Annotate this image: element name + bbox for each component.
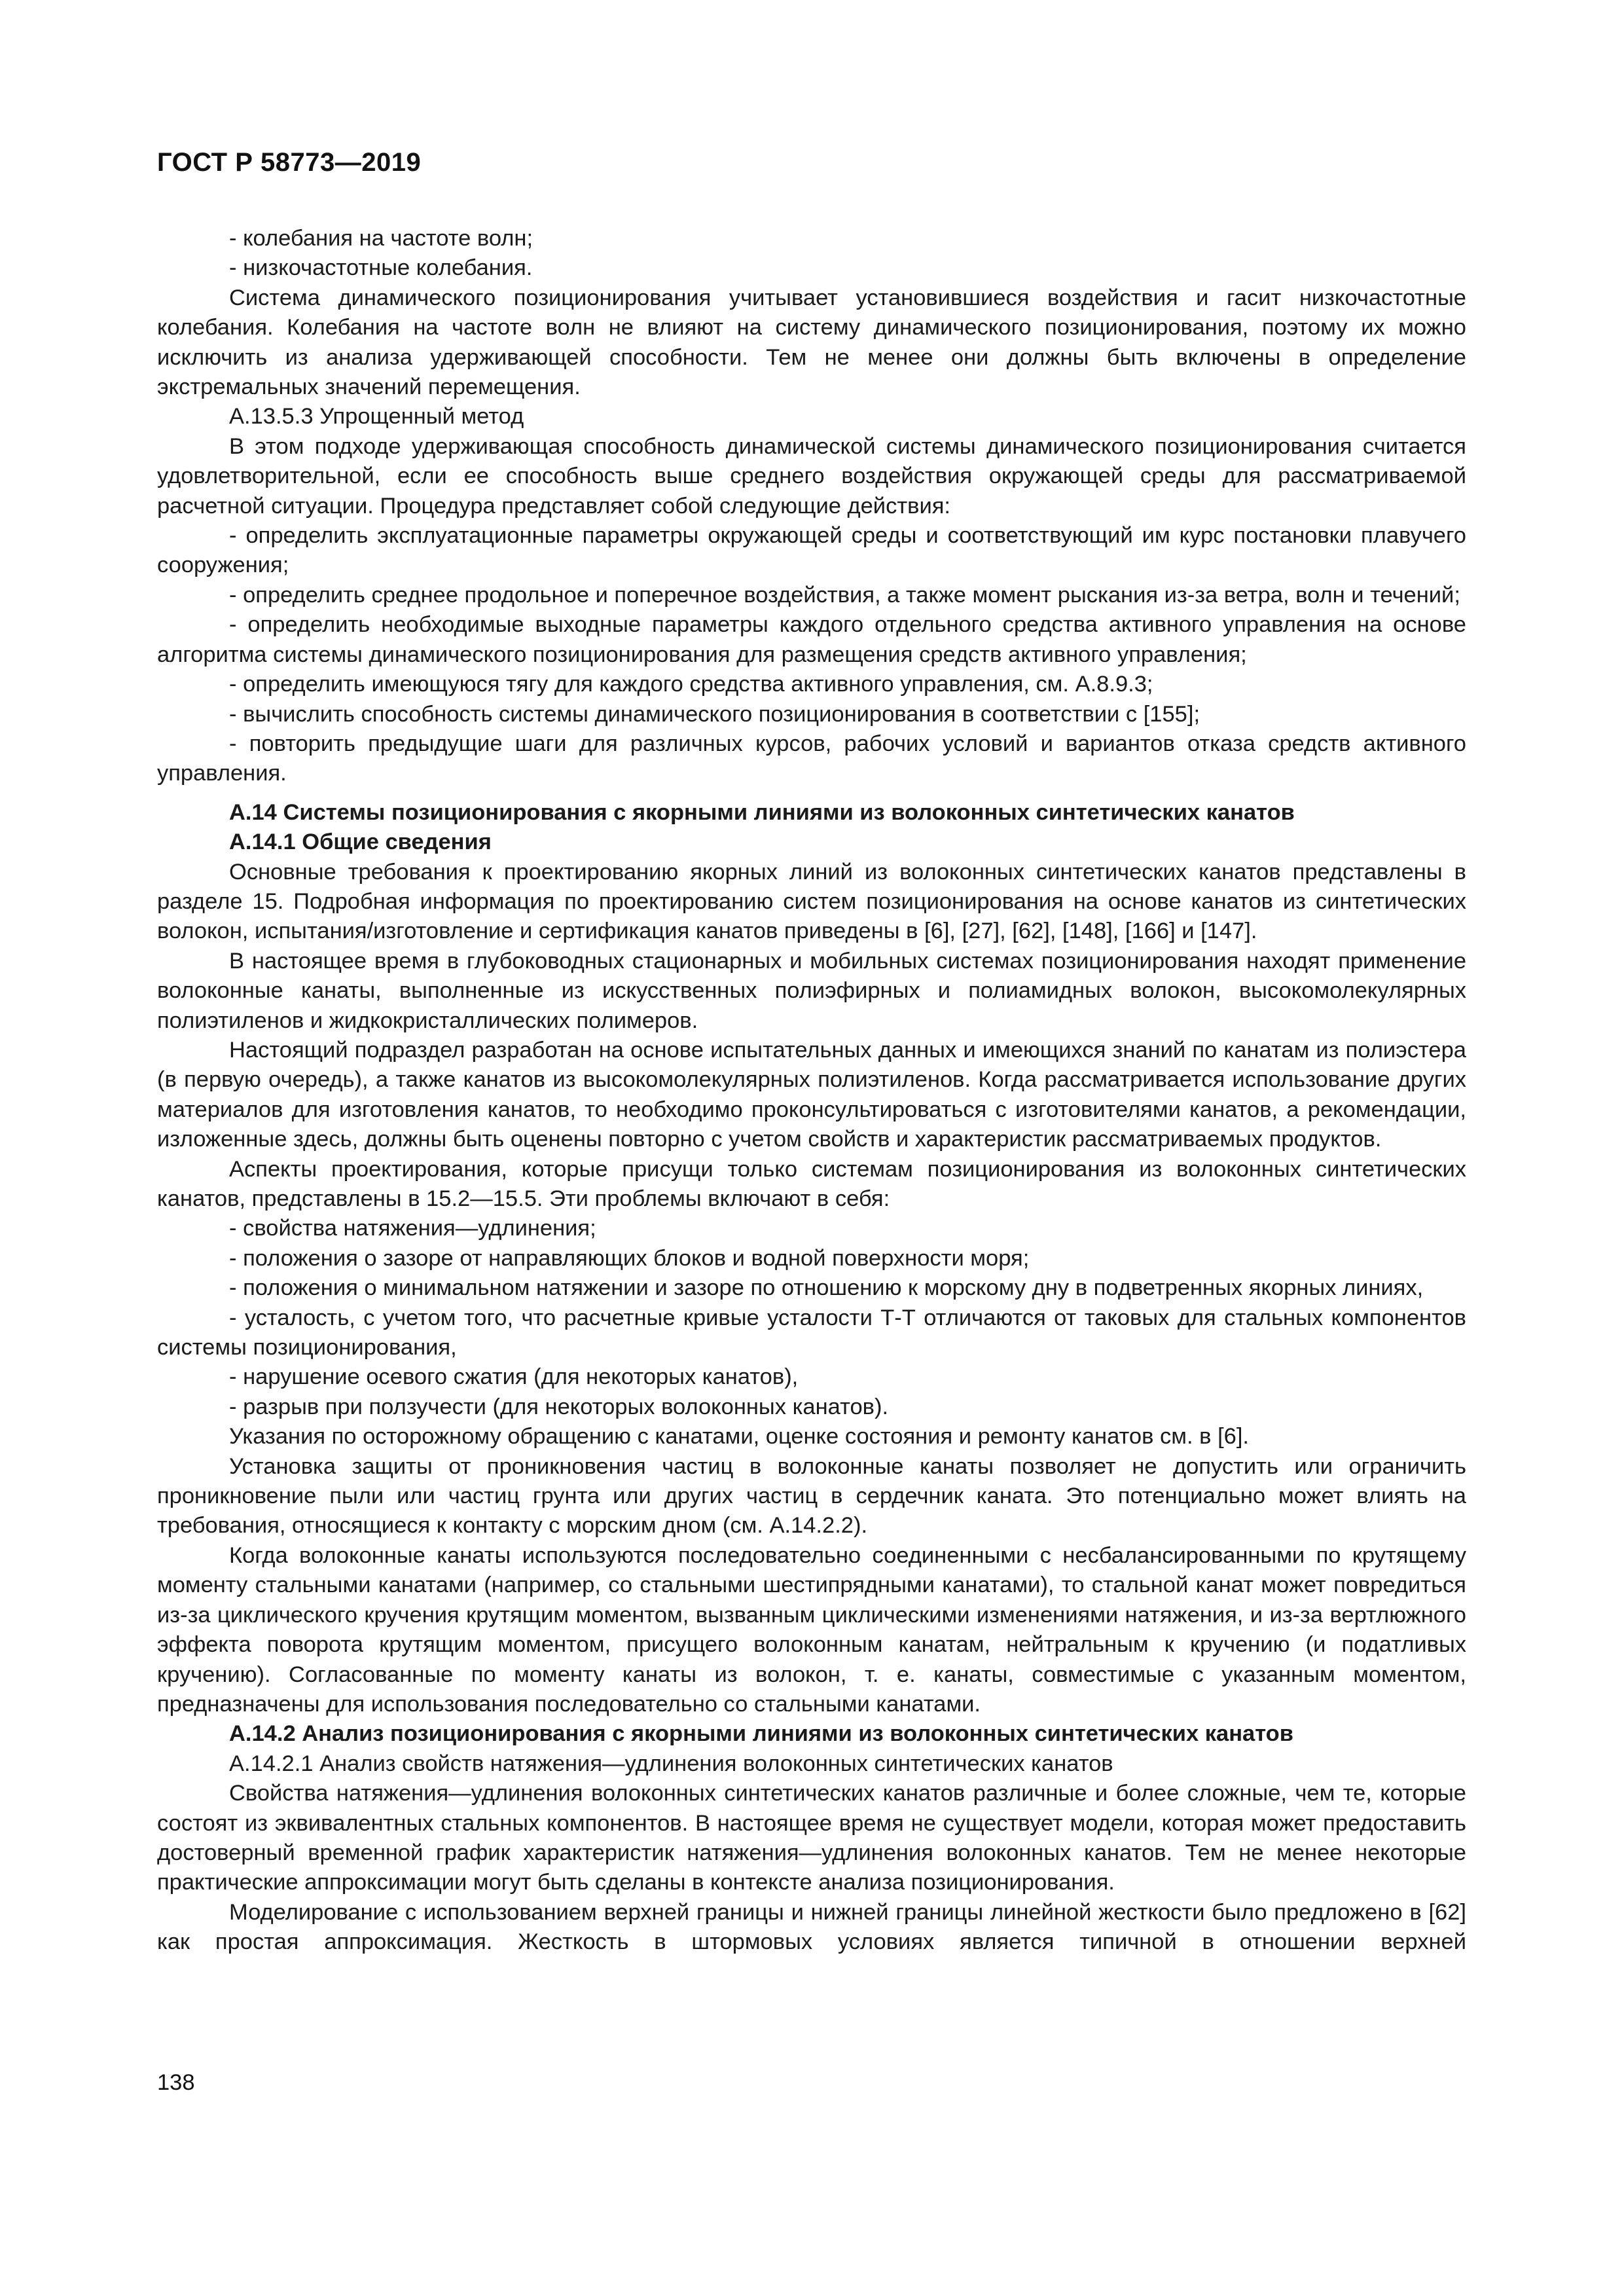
subsection-heading: А.14.2.1 Анализ свойств натяжения—удлинения волоконных синтетических канатов (229, 1751, 1113, 1776)
paragraph: Установка защиты от проникновения частиц в волоконные канаты позволяет не допустить или ограничить проникновение пыли или частиц грунта или других частиц в сердечник каната. Это потенциально может влиять на требования, относящиеся к контакту с морским дном (см. А.14.2.2). (157, 1453, 1466, 1539)
list-item: - разрыв при ползучести (для некоторых волоконных канатов). (229, 1394, 889, 1419)
subsection-heading: А.14.1 Общие сведения (229, 829, 492, 855)
list-item: - определить среднее продольное и поперечное воздействия, а также момент рыскания из-за ветра, волн и течений; (229, 582, 1460, 608)
paragraph: Настоящий подраздел разработан на основе испытательных данных и имеющихся знаний по канатам из полиэстера (в первую очередь), а также канатов из высокомолекулярных полиэтиленов. Когда рассматривается использование других материалов для изготовления канатов, то необходимо проконсультироваться с изготовителями канатов, а рекомендации, изложенные здесь, должны быть оценены повторно с учетом свойств и характеристик рассматриваемых продуктов. (157, 1037, 1466, 1152)
list-item: - определить эксплуатационные параметры окружающей среды и соответствующий им курс постановки плавучего сооружения; (157, 523, 1466, 578)
list-item: - низкочастотные колебания. (229, 255, 533, 281)
subsection-heading: А.13.5.3 Упрощенный метод (229, 404, 524, 429)
subsection-heading: А.14.2 Анализ позиционирования с якорными линиями из волоконных синтетических канатов (229, 1721, 1293, 1747)
paragraph: Система динамического позиционирования учитывает установившиеся воздействия и гасит низкочастотные колебания. Колебания на частоте волн не влияют на систему динамического позиционирования, поэтому их можно исключить из анализа удерживающей способности. Тем не менее они должны быть включены в определение экстремальных значений перемещения. (157, 285, 1466, 400)
list-item: - колебания на частоте волн; (229, 226, 533, 251)
document-code-header: ГОСТ Р 58773—2019 (157, 148, 422, 177)
list-item: - усталость, с учетом того, что расчетные кривые усталости Т-Т отличаются от таковых для стальных компонентов системы позиционирования, (157, 1305, 1466, 1360)
page-number: 138 (157, 2070, 195, 2095)
list-item: - определить имеющуюся тягу для каждого средства активного управления, см. А.8.9.3; (229, 672, 1153, 697)
section-heading: А.14 Системы позиционирования с якорными линиями из волоконных синтетических канатов (229, 799, 1295, 825)
list-item: - положения о зазоре от направляющих блоков и водной поверхности моря; (229, 1245, 1030, 1271)
paragraph: Моделирование с использованием верхней границы и нижней границы линейной жесткости было предложено в [62] как простая аппроксимация. Жесткость в штормовых условиях является типичной в отношении верхней (157, 1899, 1466, 1955)
list-item: - нарушение осевого сжатия (для некоторых канатов), (229, 1364, 799, 1390)
paragraph: Свойства натяжения—удлинения волоконных синтетических канатов различные и более сложные, чем те, которые состоят из эквивалентных стальных компонентов. В настоящее время не существует модели, которая может предоставить достоверный временной график характеристик натяжения—удлинения волоконных канатов. Тем не менее некоторые практические аппроксимации могут быть сделаны в контексте анализа позиционирования. (157, 1781, 1466, 1895)
paragraph: Основные требования к проектированию якорных линий из волоконных синтетических канатов представлены в разделе 15. Подробная информация по проектированию систем позиционирования на основе канатов из синтетических волокон, испытания/изготовление и сертификация канатов приведены в [6], [27], [62], [148], [166] и [147]. (157, 859, 1466, 944)
paragraph: Аспекты проектирования, которые присущи только системам позиционирования из волоконных синтетических канатов, представлены в 15.2—15.5. Эти проблемы включают в себя: (157, 1156, 1466, 1211)
list-item: - свойства натяжения—удлинения; (229, 1216, 596, 1241)
list-item: - вычислить способность системы динамического позиционирования в соответствии с [155]; (229, 701, 1200, 727)
document-body (157, 224, 1466, 1958)
paragraph: Когда волоконные канаты используются последовательно соединенными с несбалансированными по крутящему моменту стальными канатами (например, со стальными шестипрядными канатами), то стальной канат может повредиться из-за циклического кручения крутящим моментом, вызванным циклическими изменениями натяжения, и из-за вертлюжного эффекта поворота крутящим моментом, присущего волоконным канатам, нейтральным к кручению (и податливых кручению). Согласованные по моменту канаты из волокон, т. е. канаты, совместимые с указанным моментом, предназначены для использования последовательно со стальными канатами. (157, 1542, 1466, 1717)
list-item: - повторить предыдущие шаги для различных курсов, рабочих условий и вариантов отказа средств активного управления. (157, 731, 1466, 786)
list-item: - определить необходимые выходные параметры каждого отдельного средства активного управления на основе алгоритма системы динамического позиционирования для размещения средств активного управления; (157, 612, 1466, 667)
paragraph: В этом подходе удерживающая способность динамической системы динамического позиционирования считается удовлетворительной, если ее способность выше среднего воздействия окружающей среды для рассматриваемой расчетной ситуации. Процедура представляет собой следующие действия: (157, 433, 1466, 519)
paragraph: В настоящее время в глубоководных стационарных и мобильных системах позиционирования находят применение волоконные канаты, выполненные из искусственных полиэфирных и полиамидных волокон, высокомолекулярных полиэтиленов и жидкокристаллических полимеров. (157, 948, 1466, 1033)
paragraph: Указания по осторожному обращению с канатами, оценке состояния и ремонту канатов см. в [6]. (229, 1424, 1250, 1449)
list-item: - положения о минимальном натяжении и зазоре по отношению к морскому дну в подветренных якорных линиях, (229, 1275, 1424, 1301)
